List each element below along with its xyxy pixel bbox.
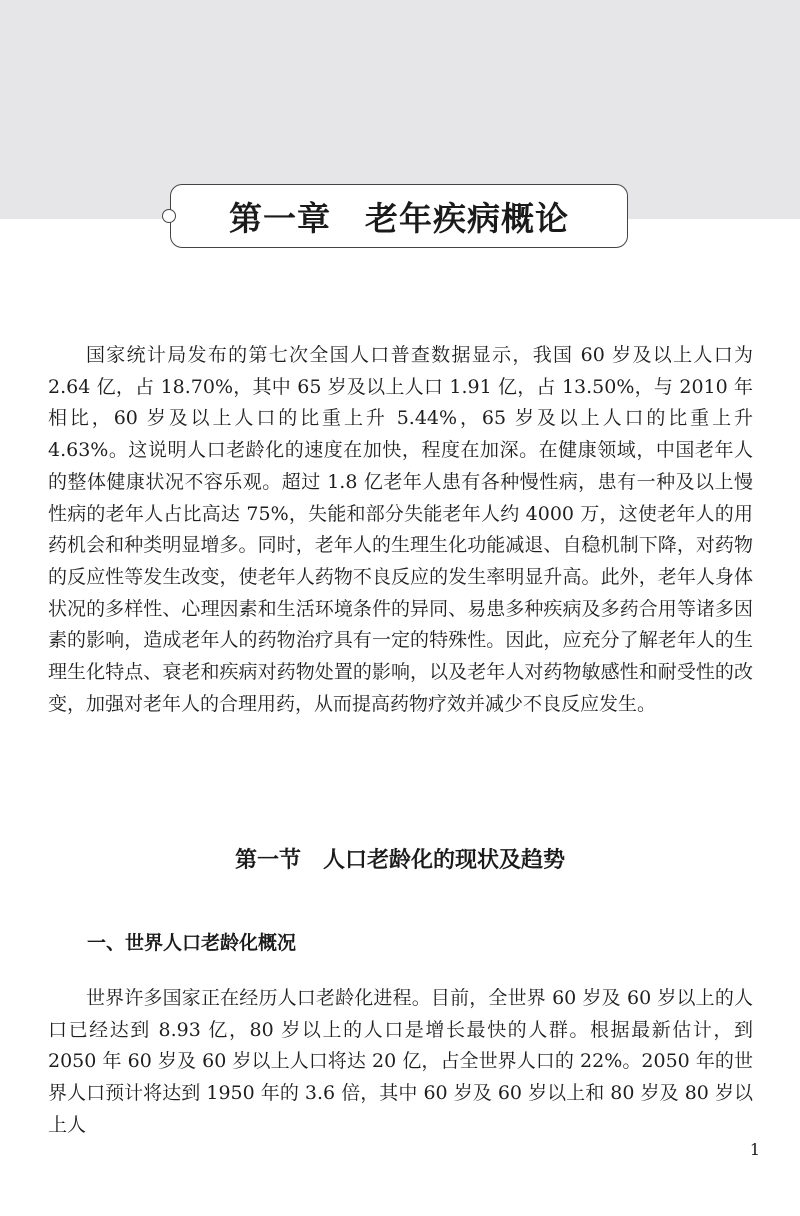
- section-heading: 第一节 人口老龄化的现状及趋势: [234, 848, 565, 873]
- subsection-paragraph: 世界许多国家正在经历人口老龄化进程。目前，全世界 60 岁及 60 岁以上的人口已经达到 8.93 亿，80 岁以上的人口是增长最快的人群。根据最新估计，到 2050 年 60 岁及 60 岁以上人口将达 20 亿，占全世界人口的 22%。2050 年的世界人口预计将达到 1950 年的 3.6 倍，其中 60 岁及 60 岁以上和 80 岁及 80 岁以上人: [48, 987, 753, 1136]
- chapter-title: 第一章 老年疾病概论: [229, 198, 569, 238]
- page-number: 1: [749, 1140, 760, 1159]
- chapter-frame-ornament: [162, 209, 176, 223]
- intro-paragraph: 国家统计局发布的第七次全国人口普查数据显示，我国 60 岁及以上人口为 2.64 亿，占 18.70%，其中 65 岁及以上人口 1.91 亿，占 13.50%，与 2010 年相比，60 岁及以上人口的比重上升 5.44%，65 岁及以上人口的比重上升 4.63%。这说明人口老龄化的速度在加快，程度在加深。在健康领域，中国老年人的整体健康状况不容乐观。超过 1.8 亿老年人患有各种慢性病，患有一种及以上慢性病的老年人占比高达 75%，失能和部分失能老年人约 4000 万，这使老年人的用药机会和种类明显增多。同时，老年人的生理生化功能减退、自稳机制下降，对药物的反应性等发生改变，使老年人药物不良反应的发生率明显升高。此外，老年人身体状况的多样性、心理因素和生活环境条件的异同、易患多种疾病及多药合用等诸多因素的影响，造成老年人的药物治疗具有一定的特殊性。因此，应充分了解老年人的生理生化特点、衰老和疾病对药物处置的影响，以及老年人对药物敏感性和耐受性的改变，加强对老年人的合理用药，从而提高药物疗效并减少不良反应发生。: [48, 344, 753, 715]
- chapter-title-frame: [170, 184, 628, 248]
- subsection-heading: 一、世界人口老龄化概况: [87, 932, 297, 954]
